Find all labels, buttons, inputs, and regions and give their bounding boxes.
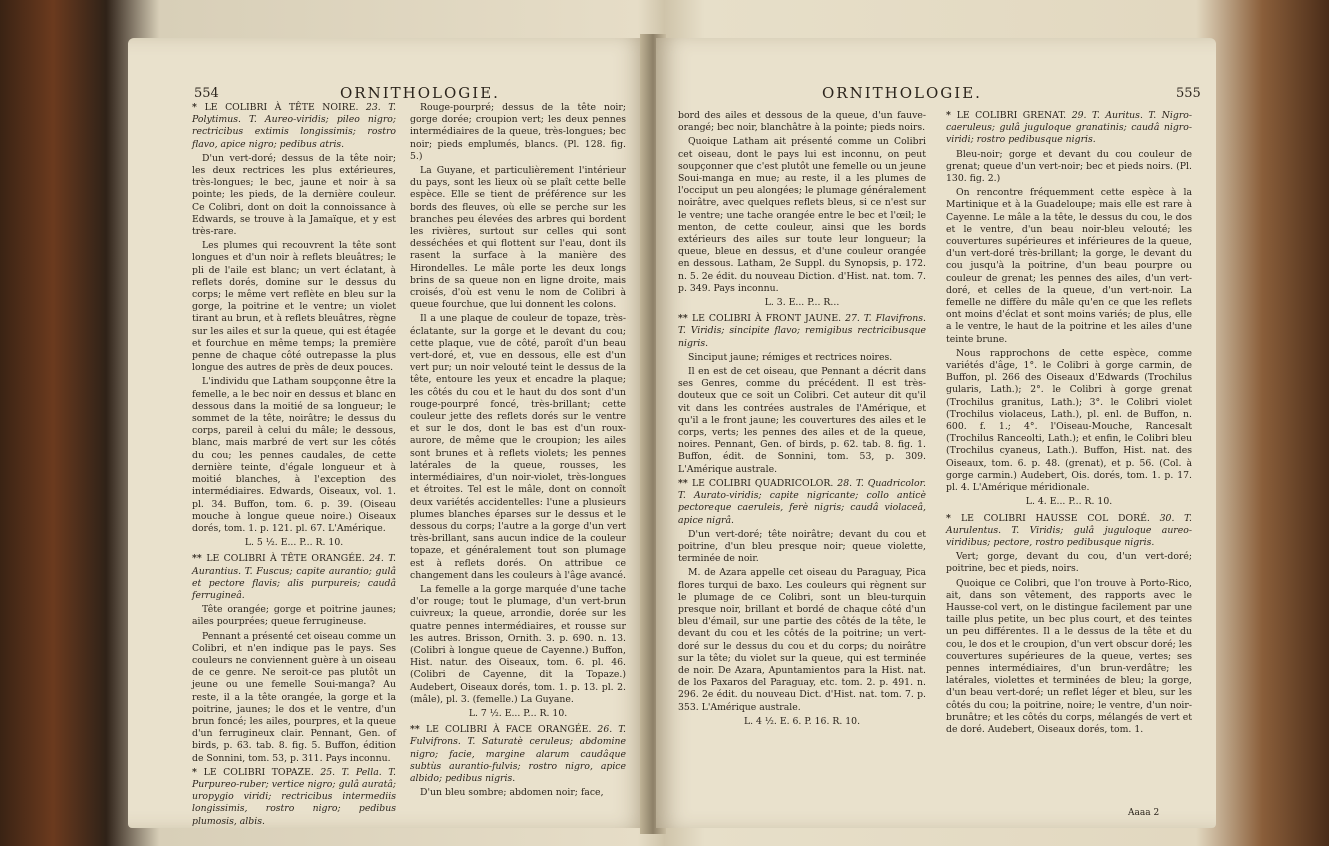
description-paragraph: La femelle a la gorge marquée d'une tache d'or rouge; tout le plumage, d'un vert-brun cuivreux; la queue, arrondie, dorée sur les quatre pennes intermédiaires, et rousse sur les autres. Brisson, Ornith. 3. p. 690. n. 13. (Colibri à longue queue de Cayenne.) Buffon, Hist. natur. des Oiseaux, tom. 6. pl. 46. (Colibri de Cayenne, dit la Topaze.) Audebert, Oiseaux dorés, tom. 1. p. 13. pl. 2. (mâle), pl. 3. (femelle.) La Guyane. bbox=[410, 583, 626, 705]
species-name: LE COLIBRI HAUSSE COL DORÉ. bbox=[960, 512, 1150, 524]
entry-marker: ** bbox=[410, 724, 426, 736]
species-diagnosis: 28. T. Quadricolor. T. Aurato-viridis; capite nigricante; collo anticè pectoreque caeruleis, ferè nigris; caudâ violaceâ, apice nigrâ. bbox=[678, 477, 926, 526]
entry-marker: ** bbox=[192, 553, 207, 565]
species-name: LE COLIBRI À FACE ORANGÉE. bbox=[426, 724, 592, 736]
description-paragraph: Tête orangée; gorge et poitrine jaunes; ailes pourprées; queue ferrugineuse. bbox=[192, 604, 396, 628]
species-diagnosis: 27. T. Flavifrons. T. Viridis; sincipite flavo; remigibus rectricibusque nigris. bbox=[678, 313, 926, 349]
entry-marker: * bbox=[946, 110, 957, 121]
description-paragraph: Bleu-noir; gorge et devant du cou couleur de grenat; queue d'un vert-noir; bec et pieds noirs. (Pl. 130. fig. 2.) bbox=[946, 148, 1192, 185]
measurements-line: L. 3. E... P... R... bbox=[764, 297, 840, 309]
description-paragraph: Quoique ce Colibri, que l'on trouve à Porto-Rico, ait, dans son vêtement, des rapports avec le Hausse-col vert, on le distingue facilement par une taille plus petite, un bec plus court, et des teintes un peu différentes. Il a le dessus de la tête et du cou, le dos et le croupion, d'un vert obscur doré; les couvertures supérieures de la queue, vertes; ses pennes intermédiaires, d'un brun-verdâtre; les latérales, violettes et terminées de bleu; la gorge, d'un beau vert-doré; un reflet léger et bleu, sur les côtés du cou; la poitrine, noire; le ventre, d'un noir-brunâtre; et les côtés du corps, mélangés de vert et de doré. Audebert, Oiseaux dorés, tom. 1. bbox=[946, 577, 1192, 735]
description-paragraph: Rouge-pourpré; dessus de la tête noir; gorge dorée; croupion vert; les deux pennes intermédiaires de la queue, très-longues; bec noir; pieds emplumés, blancs. (Pl. 128. fig. 5.) bbox=[410, 102, 626, 162]
species-diagnosis: 29. T. Auritus. T. Nigro-caeruleus; gulâ juguloque granatinis; caudâ nigro-viridi; rostro pedibusque nigris. bbox=[946, 110, 1192, 146]
description-paragraph: D'un bleu sombre; abdomen noir; face, bbox=[420, 787, 604, 799]
species-diagnosis: 26. T. Fulvifrons. T. Saturatè ceruleus; abdomine nigro; facie, margine alarum caudâque subtùs aurantio-fulvis; rostro nigro, apice albido; pedibus nigris. bbox=[410, 724, 626, 784]
description-paragraph: Nous rapprochons de cette espèce, comme variétés d'âge, 1°. le Colibri à gorge carmin, de Buffon, pl. 266 des Oiseaux d'Edwards (Trochilus gularis, Lath.); 2°. le Colibri à gorge grenat (Trochilus granitus, Lath.); 3°. le Colibri violet (Trochilus violaceus, Lath.), pl. enl. de Buffon, n. 600. f. 1.; 4°. l'Oiseau-Mouche, Rancesalt (Trochilus Ranceolti, Lath.); et enfin, le Colibri bleu (Trochilus cyaneus, Lath.). Buffon, Hist. nat. des Oiseaux, tom. 6. p. 48. (grenat), et p. 56. (Col. à gorge carmin.) Audebert, Ois. dorés, tom. 1. p. 17. pl. 4. L'Amérique méridionale. bbox=[946, 347, 1192, 494]
species-name: LE COLIBRI GRENAT. bbox=[956, 110, 1067, 121]
description-paragraph: Sinciput jaune; rémiges et rectrices noires. bbox=[688, 351, 893, 363]
measurements-line: L. 7 ½. E... P... R. 10. bbox=[468, 707, 568, 719]
left-page-number: 554 bbox=[194, 86, 219, 101]
description-paragraph: Quoique Latham ait présenté comme un Colibri cet oiseau, dont le pays lui est inconnu, on peut soupçonner que c'est plutôt une femelle ou un jeune Soui-manga en mue; au reste, il a les plumes de l'occiput un peu alongées; le plumage généralement noirâtre, avec quelques reflets bleus, si ce n'est sur le ventre; une tache orangée entre le bec et l'œil; le menton, de cette couleur, ainsi que les bords extérieurs des ailes sur toute leur longueur; la queue, bleue en dessus, et d'une couleur orangée en dessous. Latham, 2e Suppl. du Synopsis, p. 172. n. 5. 2e édit. du nouveau Diction. d'Hist. nat. tom. 7. p. 349. Pays inconnu. bbox=[678, 136, 926, 294]
description-paragraph: Il a une plaque de couleur de topaze, très-éclatante, sur la gorge et le devant du cou; cette plaque, vue de côté, paroît d'un beau vert-doré, et, vue en dessous, elle est d'un vert pur; un noir velouté teint le dessus de la tête, entoure les yeux et encadre la plaque; les côtés du cou et le haut du dos sont d'un rouge-pourpré foncé, très-brillant; cette couleur jette des reflets dorés sur le ventre et sur le dos, dont le bas est d'un roux-aurore, de même que le croupion; les ailes sont brunes et à reflets violets; les pennes latérales de la queue, rousses, les intermédiaires, d'un noir-violet, très-longues et étroites. Tel est le mâle, dont on connoît deux variétés accidentelles: l'une a plusieurs plumes blanches éparses sur le dessus et le dessous du corps; l'autre a la gorge d'un vert très-brillant, sans aucun indice de la couleur topaze, et généralement tout son plumage est à reflets dorés. On attribue ce changement dans les couleurs à l'âge avancé. bbox=[410, 313, 626, 581]
right-column-2 bbox=[946, 110, 1192, 738]
entry-marker: ** bbox=[678, 477, 692, 489]
description-paragraph: Les plumes qui recouvrent la tête sont longues et d'un noir à reflets bleuâtres; le pli de l'aile est blanc; un vert éclatant, à reflets dorés, domine sur le dessus du corps; le même vert reflète en bleu sur la gorge, la poitrine et le ventre; un violet tirant au brun, et à reflets bleuâtres, règne sur les ailes et sur la queue, qui est étagée et fourchue en même temps; la première penne de chaque côté outrepasse la plus longue des autres de près de deux pouces. bbox=[192, 240, 396, 374]
left-column-2 bbox=[410, 102, 626, 801]
description-paragraph: D'un vert-doré; tête noirâtre; devant du cou et poitrine, d'un bleu presque noir; queue violette, terminée de noir. bbox=[678, 528, 926, 565]
description-paragraph: Vert; gorge, devant du cou, d'un vert-doré; poitrine, bec et pieds, noirs. bbox=[946, 551, 1192, 575]
description-paragraph: D'un vert-doré; dessus de la tête noir; les deux rectrices les plus extérieures, très-longues; le bec, jaune et noir à sa pointe; les pieds, de la dernière couleur. Ce Colibri, dont on doit la connoissance à Edwards, se trouve à la Jamaïque, et y est très-rare. bbox=[192, 152, 396, 238]
right-column-1 bbox=[678, 110, 926, 732]
species-name: LE COLIBRI À FRONT JAUNE. bbox=[691, 313, 842, 325]
entry-marker: * bbox=[192, 766, 204, 778]
species-entry-heading bbox=[192, 767, 396, 828]
right-running-head: ORNITHOLOGIE. bbox=[822, 84, 982, 102]
measurements-line: L. 4. E... P... R. 10. bbox=[1025, 496, 1113, 508]
species-name: LE COLIBRI À TÊTE NOIRE. bbox=[204, 102, 359, 113]
species-diagnosis: 30. T. Aurulentus. T. Viridis; gulâ juguloque aureo-viridibus; pectore, rostro pedibusque nigris. bbox=[946, 512, 1192, 548]
description-paragraph: Il en est de cet oiseau, que Pennant a décrit dans ses Genres, comme du précédent. Il est très-douteux que ce soit un Colibri. Cet auteur dit qu'il vit dans les contrées australes de l'Amérique, et qu'il a le front jaune; les couvertures des ailes et le corps, verts; les pennes des ailes et de la queue, noires. Pennant, Gen. of birds, p. 62. tab. 8. fig. 1. Buffon, édit. de Sonnini, tom. 53, p. 309. L'Amérique australe. bbox=[678, 366, 926, 475]
species-diagnosis: 23. T. Polytimus. T. Aureo-viridis; pileo nigro; rectricibus extimis longissimis; rostro flavo, apice nigro; pedibus atris. bbox=[192, 102, 396, 150]
species-name: LE COLIBRI À TÊTE ORANGÉE. bbox=[206, 553, 365, 565]
species-entry-heading bbox=[678, 478, 926, 527]
right-page-number: 555 bbox=[1176, 86, 1201, 101]
left-page bbox=[128, 38, 648, 828]
signature-mark: Aaaa 2 bbox=[1128, 808, 1160, 818]
continued-paragraph: bord des ailes et dessous de la queue, d'un fauve-orangé; bec noir, blanchâtre à la pointe; pieds noirs. bbox=[678, 110, 926, 134]
species-entry-heading bbox=[410, 724, 626, 785]
left-column-1 bbox=[192, 102, 396, 830]
description-paragraph: Pennant a présenté cet oiseau comme un Colibri, et n'en indique pas le pays. Ses couleurs ne conviennent guère à un oiseau de ce genre. Ne seroit-ce pas plutôt un jeune ou une femelle Soui-manga? Au reste, il a la tête orangée, la gorge et la poitrine, jaunes; le dos et le ventre, d'un brun foncé; les ailes, pourpres, et la queue d'un ferrugineux clair. Pennant, Gen. of birds, p. 63. tab. 8. fig. 5. Buffon, édition de Sonnini, tom. 53, p. 311. Pays inconnu. bbox=[192, 630, 396, 764]
species-diagnosis: 25. T. Pella. T. Purpureo-ruber; vertice nigro; gulâ auratâ; uropygio viridi; rectricibus intermediis longissimis, rostro nigro; pedibus plumosis, albis. bbox=[192, 766, 396, 827]
species-entry-heading bbox=[946, 513, 1192, 550]
species-entry-heading bbox=[946, 110, 1192, 147]
measurements-line: L. 5 ½. E... P... R. 10. bbox=[244, 537, 344, 549]
right-page bbox=[656, 38, 1216, 828]
entry-marker: * bbox=[946, 512, 961, 524]
description-paragraph: M. de Azara appelle cet oiseau du Paraguay, Pica flores turqui de baxo. Les couleurs qui règnent sur le plumage de ce Colibri, sont un bleu-turquin presque noir, brillant et bordé de chaque côté d'un bleu d'émail, sur une partie des côtés de la tête, le devant du cou et les côtés de la poitrine; un vert-doré sur le dessus du cou et du corps; du noirâtre sur la tête; du violet sur la queue, qui est terminée de noir. De Azara, Apuntamientos para la Hist. nat. de los Paxaros del Paraguay, etc. tom. 2. p. 491. n. 296. 2e édit. du nouveau Dict. d'Hist. nat. tom. 7. p. 353. L'Amérique australe. bbox=[678, 567, 926, 713]
description-paragraph: On rencontre fréquemment cette espèce à la Martinique et à la Guadeloupe; mais elle est rare à Cayenne. Le mâle a la tête, le dessus du cou, le dos et le ventre, d'un beau noir-bleu velouté; les couvertures supérieures et inférieures de la queue, d'un vert-doré très-brillant; la gorge, le devant du cou jusqu'à la poitrine, d'un beau pourpre ou couleur de grenat; les pennes des ailes, d'un vert-doré, et celles de la queue, d'un vert-noir. La femelle ne diffère du mâle qu'en ce que les reflets ont moins d'éclat et sont moins variés; de plus, elle a le ventre, le haut de la poitrine et les ailes d'une teinte brune. bbox=[946, 187, 1192, 345]
description-paragraph: La Guyane, et particulièrement l'intérieur du pays, sont les lieux où se plaît cette belle espèce. Elle se tient de préférence sur les bords des fleuves, où elle se perche sur les branches peu élevées des arbres qui bordent les rivières, surtout sur celles qui sont desséchées et qui flottent sur l'eau, dont ils rasent la surface à la manière des Hirondelles. Le mâle porte les deux longs brins de sa queue non en ligne droite, mais croisés, d'où est venu le nom de Colibri à queue fourchue, que lui donnent les colons. bbox=[410, 165, 626, 311]
species-entry-heading bbox=[192, 553, 396, 602]
entry-marker: * bbox=[192, 102, 205, 113]
left-running-head: ORNITHOLOGIE. bbox=[340, 84, 500, 102]
description-paragraph: L'individu que Latham soupçonne être la femelle, a le bec noir en dessus et blanc en dessous dans la moitié de sa longueur; le sommet de la tête, noirâtre; le dessus du corps, pareil à celui du mâle; le dessous, blanc, mais marbré de vert sur les côtés du cou; les pennes caudales, de cette dernière teinte, d'égale longueur et à moitié blanches, à l'exception des intermédiaires. Edwards, Oiseaux, vol. 1. pl. 34. Buffon, tom. 6. p. 39. (Oiseau mouche à longue queue noire.) Oiseaux dorés, tom. 1. p. 121. pl. 67. L'Amérique. bbox=[192, 376, 396, 534]
species-entry-heading bbox=[678, 313, 926, 350]
measurements-line: L. 4 ½. E. 6. P. 16. R. 10. bbox=[743, 715, 861, 727]
species-name: LE COLIBRI TOPAZE. bbox=[203, 766, 314, 778]
species-name: LE COLIBRI QUADRICOLOR. bbox=[691, 477, 834, 489]
species-diagnosis: 24. T. Aurantius. T. Fuscus; capite aurantio; gulâ et pectore flavis; alis purpureis; caudâ ferrugineâ. bbox=[192, 553, 396, 601]
species-entry-heading bbox=[192, 102, 396, 151]
entry-marker: ** bbox=[678, 313, 692, 325]
